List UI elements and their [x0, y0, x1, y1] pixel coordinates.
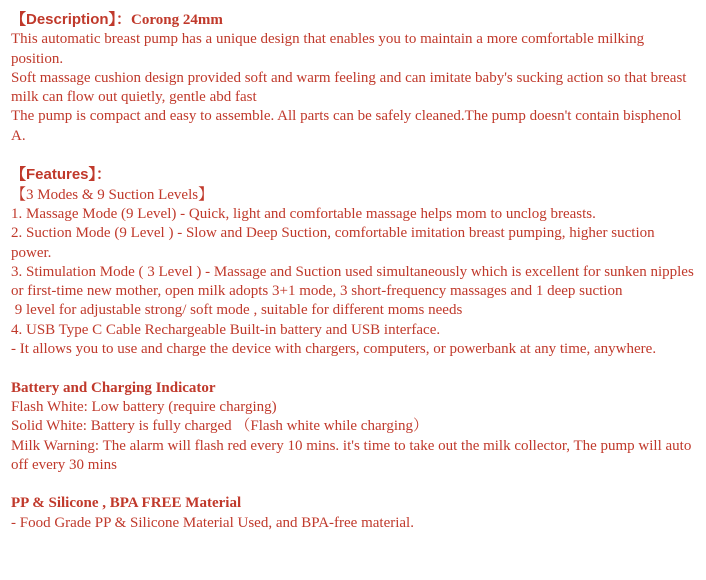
feature-item: 4. USB Type C Cable Rechargeable Built-in battery and USB interface.	[11, 321, 441, 338]
description-paragraph: The pump is compact and easy to assemble. All parts can be safely cleaned.The pump doesn't contain bisphenol A.	[11, 108, 682, 144]
description-paragraph: Soft massage cushion design provided soft and warm feeling and can imitate baby's sucking action so that breast milk can flow out quietly, gentle abd fast	[11, 69, 687, 106]
battery-heading: Battery and Charging Indicator	[11, 379, 216, 396]
spacer	[11, 146, 694, 165]
spacer	[11, 359, 694, 378]
feature-item: 3. Stimulation Mode ( 3 Level ) - Massage and Suction used simultaneously which is excellent for sunken nipples or first-time new mother, open milk adopts 3+1 mode, 3 short-frequency massages and 1 deep suction	[11, 263, 694, 300]
description-heading-value: Corong 24mm	[131, 12, 223, 28]
features-heading	[11, 165, 694, 185]
description-heading-label: 【Description】	[11, 11, 117, 28]
battery-item: Solid White: Battery is fully charged （Flash white while charging）	[11, 418, 429, 435]
battery-item: Flash White: Low battery (require charging)	[11, 398, 277, 415]
description-paragraph: This automatic breast pump has a unique design that enables you to maintain a more comfortable milking position.	[11, 31, 645, 67]
feature-item: - It allows you to use and charge the device with chargers, computers, or powerbank at any time, anywhere.	[11, 341, 657, 358]
material-item: - Food Grade PP & Silicone Material Used, and BPA-free material.	[11, 514, 414, 531]
description-heading-sep: ：	[116, 12, 132, 28]
features-subheading: 【3 Modes & 9 Suction Levels】	[11, 186, 214, 203]
feature-item: 9 level for adjustable strong/ soft mode , suitable for different moms needs	[11, 302, 463, 319]
feature-item: 1. Massage Mode (9 Level) - Quick, light and comfortable massage helps mom to unclog breasts.	[11, 205, 596, 222]
feature-item: 2. Suction Mode (9 Level ) - Slow and Deep Suction, comfortable imitation breast pumping, higher suction power.	[11, 225, 655, 261]
description-heading	[11, 10, 694, 30]
material-heading: PP & Silicone , BPA FREE Material	[11, 495, 242, 512]
spacer	[11, 475, 694, 494]
battery-item: Milk Warning: The alarm will flash red every 10 mins. it's time to take out the milk collector, The pump will auto off every 30 mins	[11, 437, 692, 473]
features-heading-label: 【Features】	[11, 166, 97, 184]
features-heading-sep: ：	[96, 167, 112, 184]
